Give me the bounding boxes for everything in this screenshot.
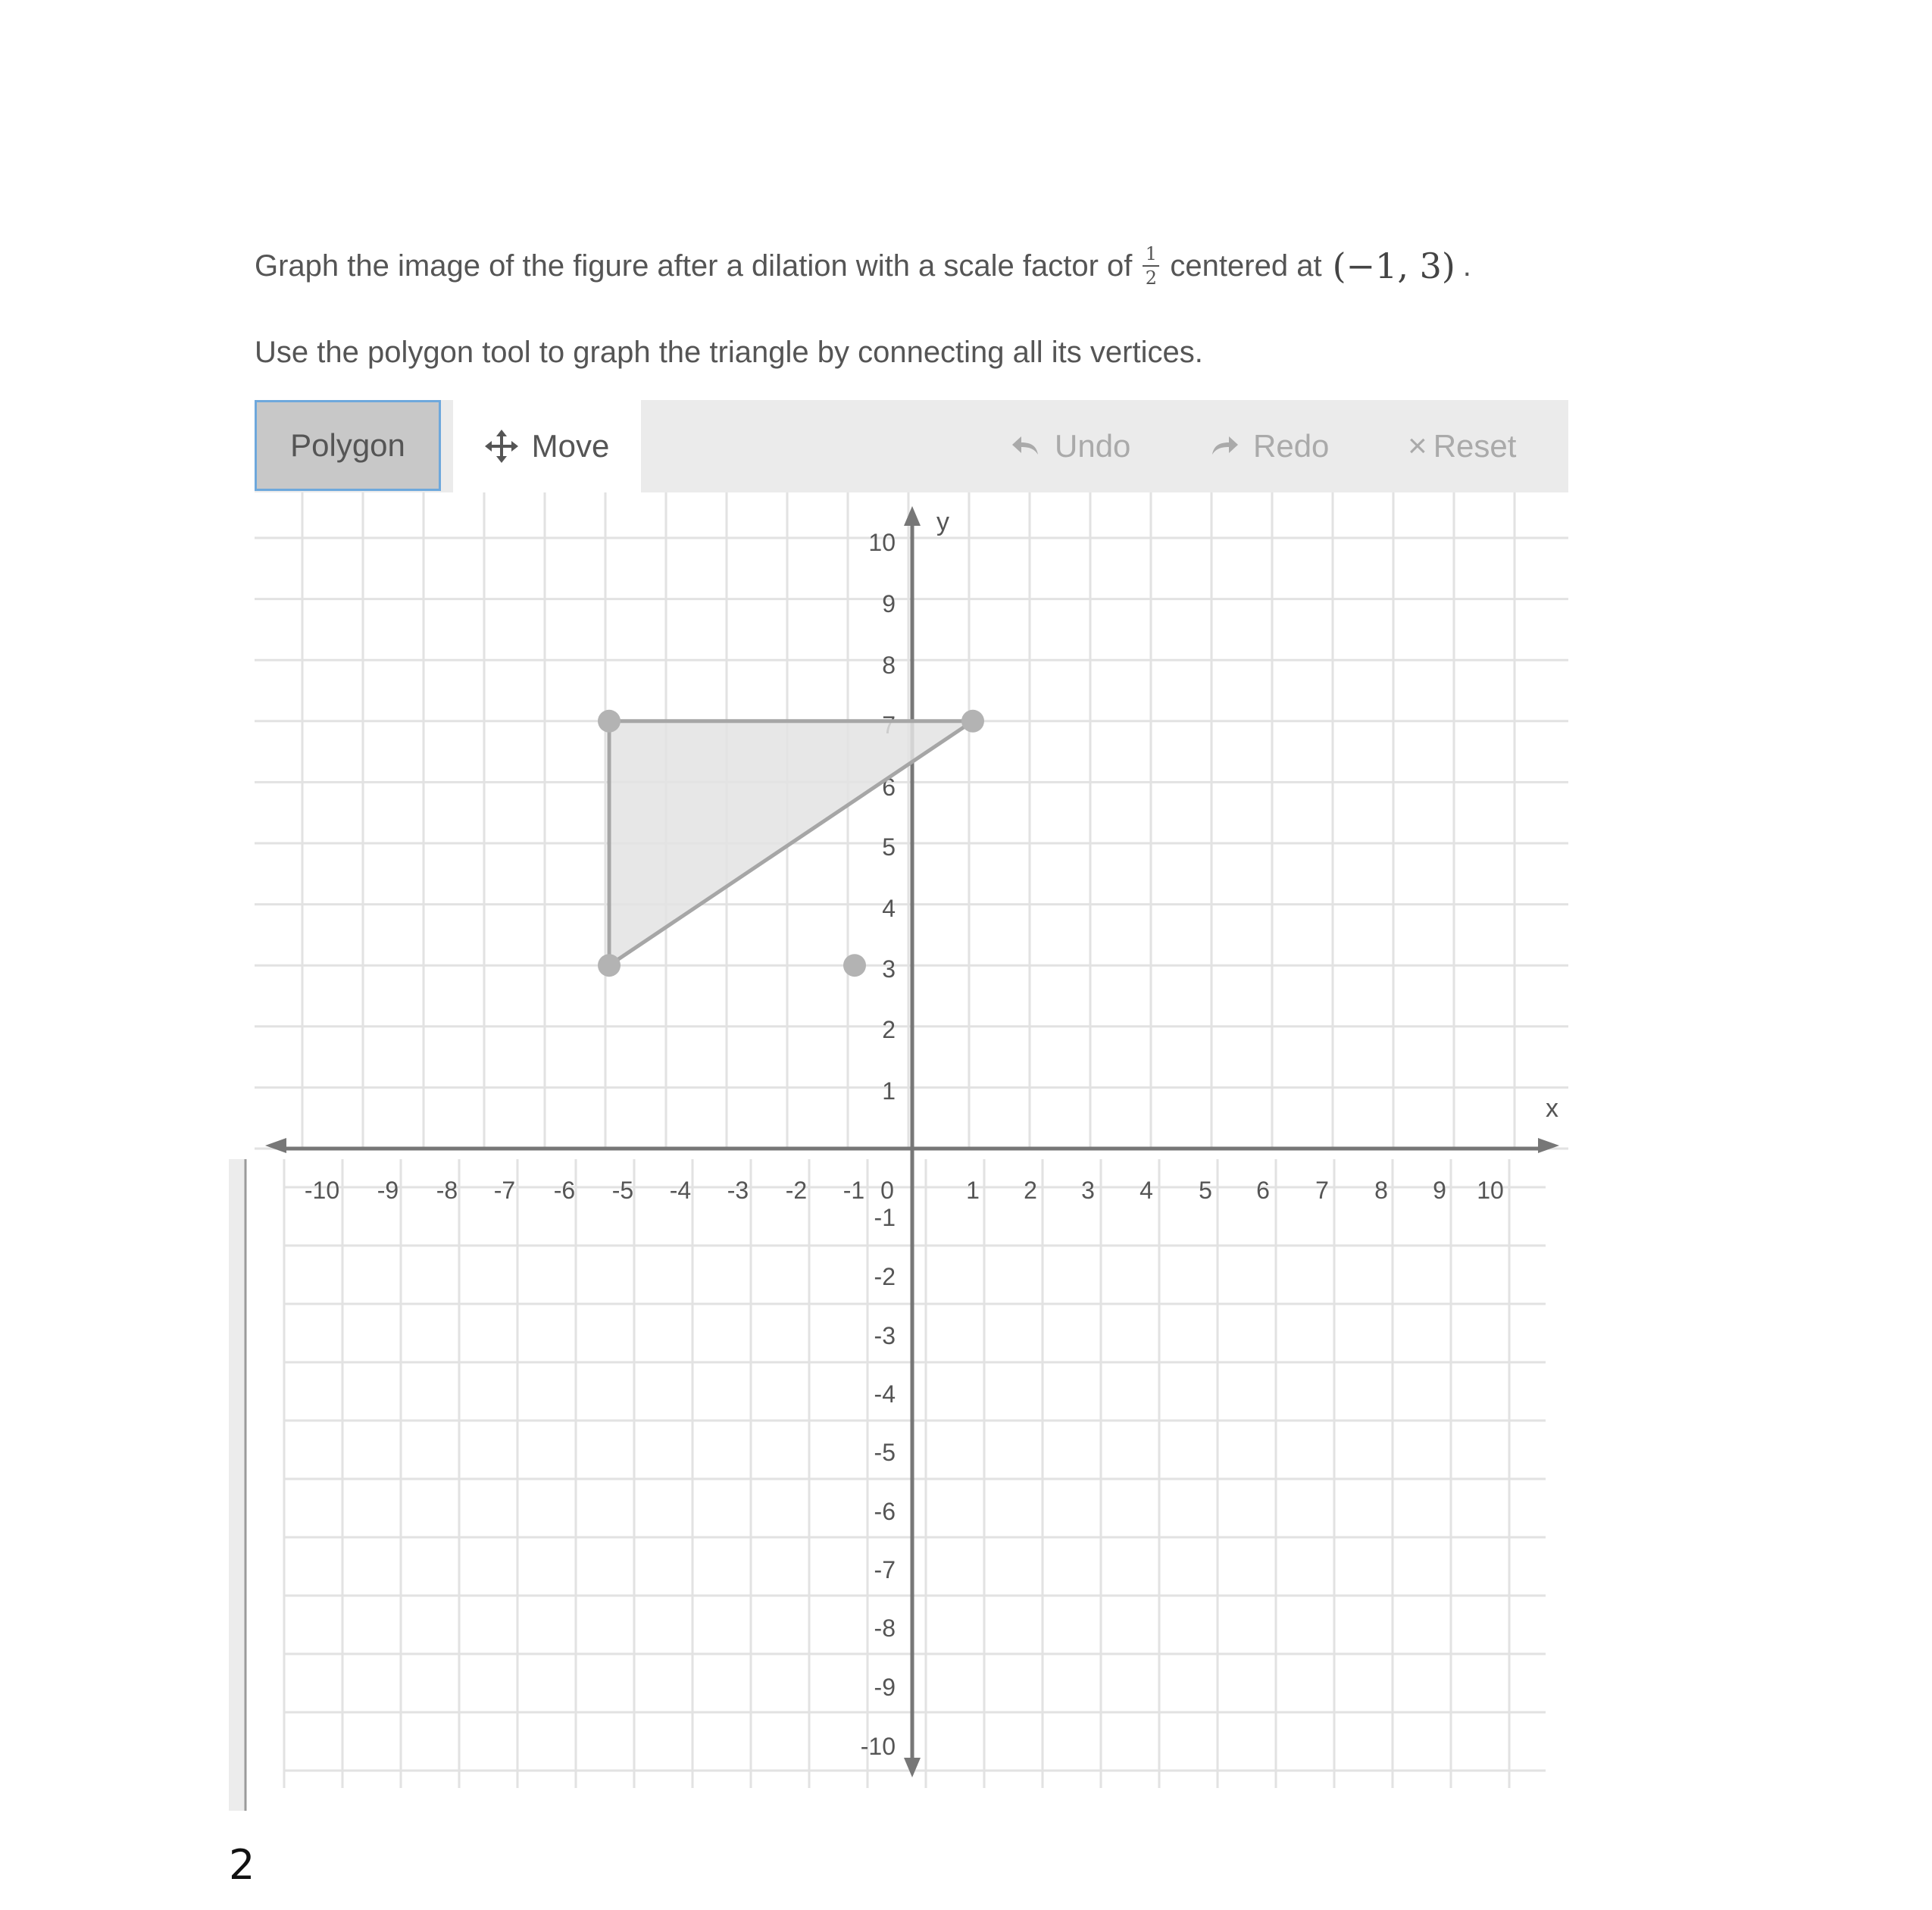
dilation-center-point	[843, 954, 866, 977]
y-tick-label: 6	[882, 774, 896, 801]
y-tick-label: -4	[874, 1380, 896, 1408]
triangle-vertex-point	[598, 954, 621, 977]
x-tick-label: 4	[1140, 1177, 1153, 1204]
origin-label: 0	[880, 1177, 894, 1204]
x-tick-label: -9	[377, 1177, 399, 1204]
x-tick-label: -6	[553, 1177, 576, 1204]
y-tick-label: -9	[874, 1674, 896, 1701]
y-tick-label: -1	[874, 1204, 896, 1231]
x-tick-label: 9	[1433, 1177, 1446, 1204]
x-axis-left-arrow-icon	[265, 1138, 286, 1153]
x-tick-label: 2	[1024, 1177, 1037, 1204]
x-tick-label: 1	[966, 1177, 980, 1204]
y-axis-up-arrow-icon	[904, 506, 921, 526]
left-gutter-bar	[229, 1159, 245, 1811]
y-axis-down-arrow-icon	[904, 1758, 921, 1777]
prompt-text-middle: centered at	[1170, 249, 1322, 283]
page-number: 2	[229, 1841, 255, 1889]
reset-x-icon: ×	[1408, 427, 1427, 464]
x-tick-label: 5	[1199, 1177, 1212, 1204]
y-tick-label: 4	[882, 895, 896, 922]
y-tick-label: -7	[874, 1556, 896, 1583]
x-axis-right-arrow-icon	[1538, 1138, 1559, 1153]
x-tick-label: -2	[785, 1177, 808, 1204]
y-tick-label: -6	[874, 1498, 896, 1525]
x-tick-label: -8	[436, 1177, 458, 1204]
x-tick-label: -1	[843, 1177, 865, 1204]
x-tick-label: -4	[669, 1177, 692, 1204]
x-tick-label: -3	[727, 1177, 749, 1204]
y-tick-label: -2	[874, 1263, 896, 1290]
prompt-text-start: Graph the image of the figure after a dilation with a scale factor of	[255, 249, 1133, 283]
x-tick-label: -10	[304, 1177, 340, 1204]
x-tick-label: 8	[1374, 1177, 1388, 1204]
prompt-line-2: Use the polygon tool to graph the triangle by connecting all its vertices.	[255, 336, 1203, 369]
y-tick-label: 8	[882, 652, 896, 679]
redo-label: Redo	[1253, 428, 1330, 464]
reset-label: Reset	[1433, 428, 1517, 464]
x-tick-label: 6	[1256, 1177, 1270, 1204]
x-tick-label: -5	[611, 1177, 634, 1204]
y-tick-label: 5	[882, 833, 896, 861]
move-tool-label: Move	[531, 428, 610, 464]
y-tick-label: 3	[882, 955, 896, 983]
triangle-vertex-point	[598, 710, 621, 733]
dilation-center: (−1, 3)	[1332, 245, 1455, 286]
triangle-vertex-point	[961, 710, 984, 733]
y-tick-label: 10	[868, 529, 896, 556]
y-tick-label: -8	[874, 1615, 896, 1642]
y-tick-label: -10	[860, 1733, 896, 1760]
y-tick-label: -5	[874, 1439, 896, 1466]
x-tick-label: 7	[1315, 1177, 1329, 1204]
y-tick-label: 9	[882, 590, 896, 617]
prompt-text-end: .	[1462, 249, 1471, 283]
y-tick-label: 1	[882, 1077, 896, 1105]
x-tick-label: 3	[1081, 1177, 1095, 1204]
fraction-denominator: 2	[1145, 267, 1158, 289]
x-axis-label: x	[1546, 1094, 1558, 1123]
y-tick-label: -3	[874, 1322, 896, 1349]
y-tick-label: 2	[882, 1016, 896, 1043]
polygon-tool-label: Polygon	[290, 427, 405, 463]
undo-label: Undo	[1055, 428, 1131, 464]
fraction-numerator: 1	[1145, 243, 1158, 264]
x-tick-label: -7	[493, 1177, 516, 1204]
x-tick-label: 10	[1477, 1177, 1504, 1204]
y-axis-label: y	[936, 508, 949, 536]
